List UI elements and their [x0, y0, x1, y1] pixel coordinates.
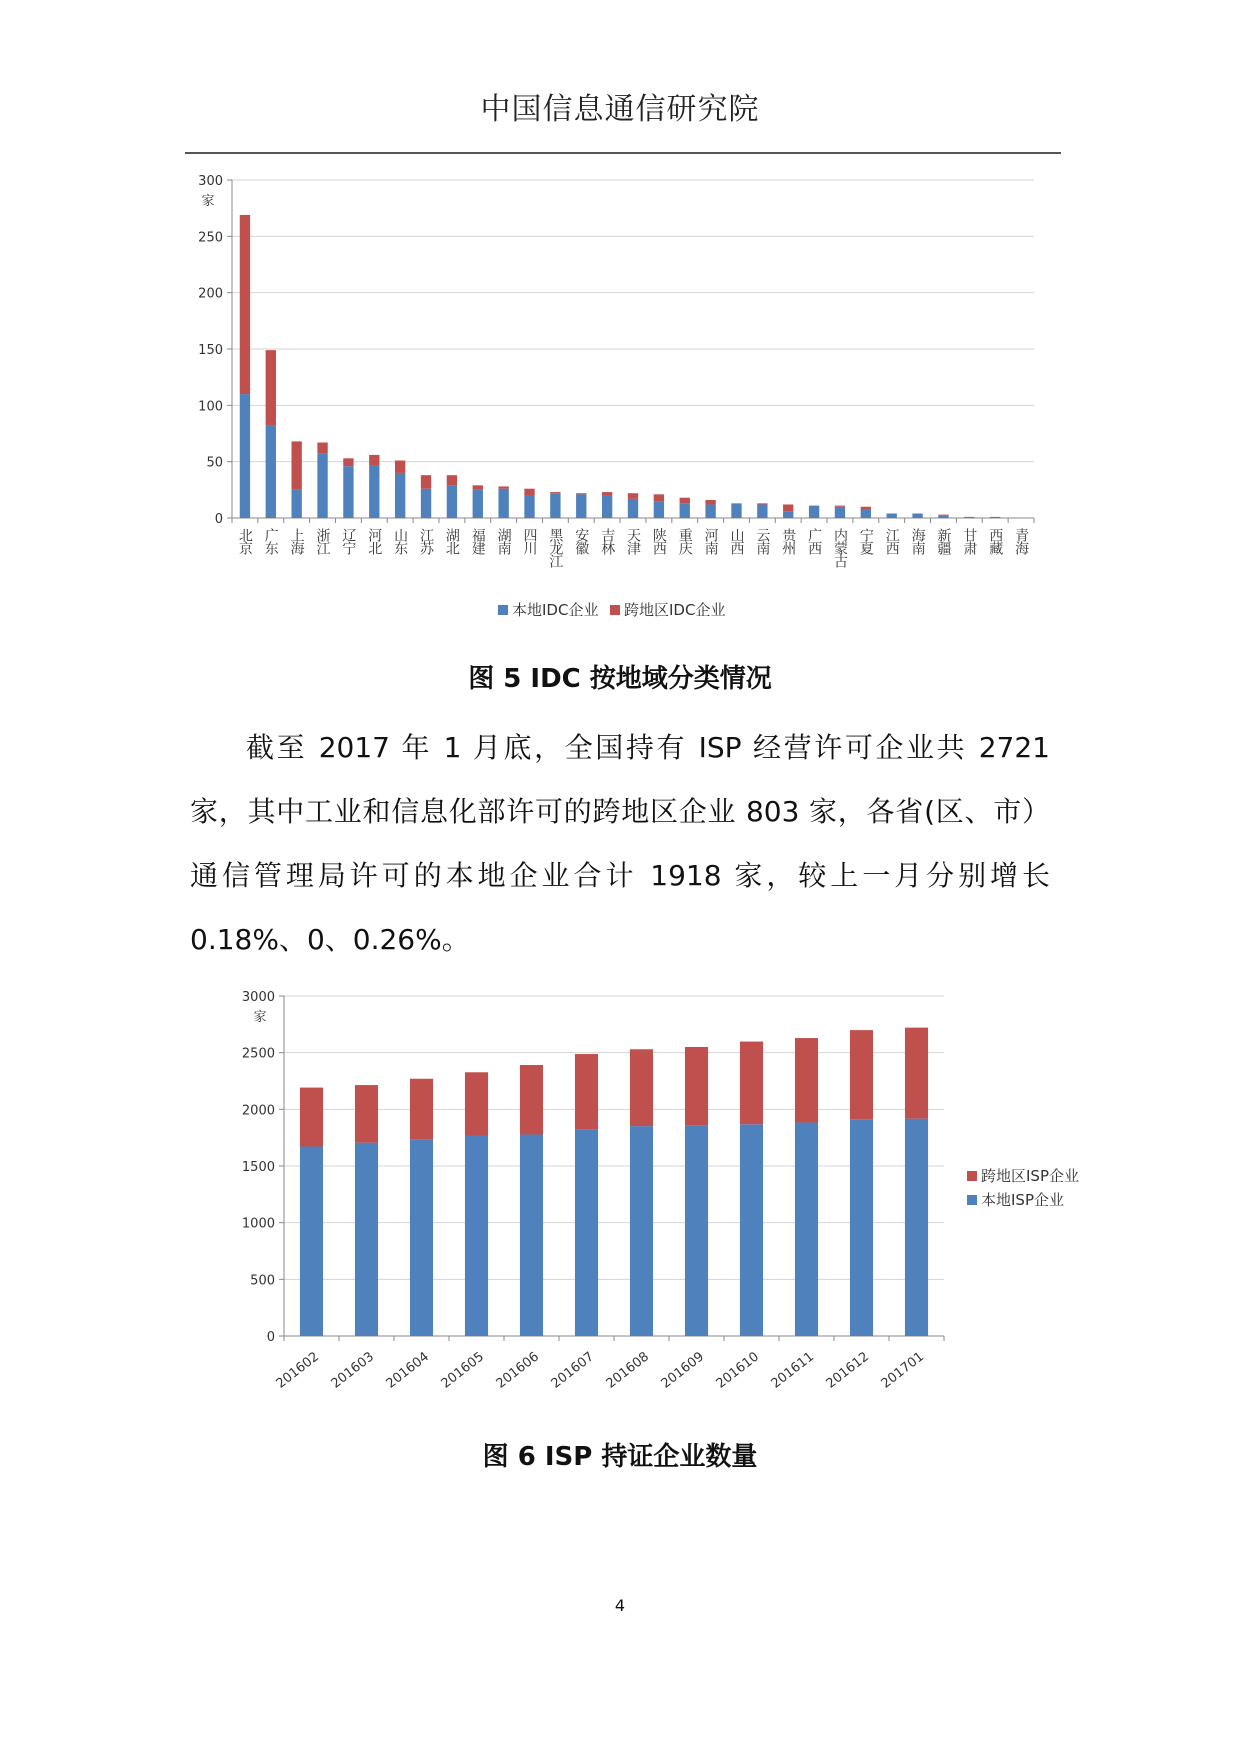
bar-segment-cross: [300, 1088, 323, 1147]
x-tick-label: 甘肃: [961, 528, 978, 554]
bar-segment-local: [809, 506, 819, 518]
bar-segment-local: [861, 509, 871, 518]
bar-segment-local: [421, 489, 431, 518]
x-tick-label: 西藏: [987, 528, 1004, 554]
x-tick-label: 河北: [366, 528, 383, 554]
bar-segment-cross: [447, 475, 457, 485]
y-tick-label: 50: [206, 455, 223, 471]
bar-segment-local: [628, 499, 638, 518]
bar-segment-local: [395, 473, 405, 518]
figure5-caption: 图 5 IDC 按地域分类情况: [468, 664, 772, 694]
chart1-unit-label: 家: [201, 194, 215, 209]
bar-segment-local: [447, 485, 457, 518]
chart2-y-tick-labels: [242, 990, 275, 1345]
x-tick-label: 上海: [288, 528, 305, 554]
x-tick-label: 安徽: [573, 528, 590, 554]
bar-segment-cross: [861, 507, 871, 509]
bar-segment-cross: [757, 503, 767, 504]
x-tick-label: 海南: [909, 528, 926, 554]
bar-segment-cross: [410, 1079, 433, 1140]
chart2-bars: [300, 1028, 928, 1336]
x-tick-label: 山西: [728, 528, 745, 554]
bar-segment-local: [240, 394, 250, 518]
x-tick-label: 青海: [1013, 528, 1030, 554]
page-header-title: 中国信息通信研究院: [480, 92, 760, 127]
y-tick-label: 0: [214, 512, 223, 527]
x-tick-label: 北京: [236, 528, 253, 554]
bar-segment-local: [410, 1139, 433, 1336]
x-tick-label: 201608: [603, 1349, 652, 1392]
bar-segment-cross: [602, 492, 612, 495]
x-tick-label: 新疆: [935, 528, 952, 554]
bar-segment-cross: [240, 215, 250, 394]
legend-label: 本地ISP企业: [981, 1191, 1064, 1209]
bar-segment-cross: [395, 461, 405, 473]
x-tick-label: 201612: [823, 1349, 872, 1392]
y-tick-label: 200: [198, 286, 223, 302]
x-tick-label: 内蒙古: [831, 528, 848, 567]
x-tick-label: 吉林: [599, 528, 616, 554]
bar-segment-local: [731, 503, 741, 518]
chart1-y-tick-labels: [198, 174, 223, 527]
bar-segment-local: [740, 1124, 763, 1336]
y-tick-label: 500: [250, 1273, 275, 1289]
page-number: 4: [614, 1596, 626, 1615]
bar-segment-local: [680, 503, 690, 518]
x-tick-label: 福建: [469, 528, 486, 554]
bar-segment-local: [964, 517, 974, 518]
bar-segment-local: [292, 490, 302, 518]
x-tick-label: 201606: [493, 1349, 542, 1392]
bar-segment-local: [300, 1147, 323, 1336]
chart2-x-tick-labels: [274, 1349, 927, 1391]
x-tick-label: 陕西: [650, 528, 667, 554]
bar-segment-local: [266, 426, 276, 518]
bar-segment-cross: [740, 1042, 763, 1125]
y-tick-label: 300: [198, 174, 223, 189]
y-tick-label: 150: [198, 343, 223, 358]
bar-segment-cross: [520, 1065, 543, 1134]
bar-segment-local: [795, 1122, 818, 1336]
x-tick-label: 黑龙江: [547, 528, 564, 567]
bar-segment-local: [850, 1119, 873, 1336]
x-tick-label: 201609: [658, 1349, 707, 1392]
x-tick-label: 宁夏: [857, 528, 874, 554]
chart2-gridlines: [279, 996, 944, 1341]
bar-segment-cross: [369, 455, 379, 465]
legend-swatch: [498, 605, 508, 615]
x-tick-label: 贵州: [780, 528, 797, 554]
bar-segment-local: [343, 466, 353, 518]
x-tick-label: 天津: [625, 528, 641, 554]
y-tick-label: 2500: [241, 1046, 275, 1062]
chart1-x-tick-labels: [237, 527, 1029, 568]
bar-segment-cross: [938, 515, 948, 516]
bar-segment-local: [498, 489, 508, 518]
bar-segment-local: [369, 465, 379, 518]
bar-segment-local: [550, 493, 560, 518]
x-tick-label: 广西: [806, 528, 823, 554]
bar-segment-cross: [498, 486, 508, 488]
x-tick-label: 辽宁: [340, 528, 357, 554]
bar-segment-local: [783, 511, 793, 518]
legend-swatch: [610, 605, 620, 615]
y-tick-label: 3000: [241, 990, 275, 1005]
x-tick-label: 浙江: [314, 528, 331, 554]
x-tick-label: 201602: [273, 1349, 322, 1392]
isp-count-chart: [0, 980, 1240, 1400]
bar-segment-local: [524, 495, 534, 518]
x-tick-label: 广东: [262, 528, 279, 554]
body-paragraph: 截至 2017 年 1 月底，全国持有 ISP 经营许可企业共 2721 家，其中工业和信息化部许可的跨地区企业 803 家，各省(区、市）通信管理局许可的本地企业合计 1918 家，较上一月分别增长 0.18%、0、0.26%。: [190, 731, 1050, 956]
bar-segment-local: [355, 1143, 378, 1336]
x-tick-label: 201610: [713, 1349, 762, 1392]
x-tick-label: 河南: [702, 528, 719, 554]
x-tick-label: 湖南: [495, 528, 512, 554]
x-tick-label: 江西: [883, 528, 900, 554]
figure6-caption: 图 6 ISP 持证企业数量: [482, 1442, 758, 1472]
chart1-bars: [240, 215, 1001, 518]
y-tick-label: 250: [198, 230, 223, 246]
legend-swatch: [967, 1195, 977, 1205]
bar-segment-local: [912, 513, 922, 518]
y-tick-label: 100: [198, 399, 223, 415]
bar-segment-local: [835, 507, 845, 518]
x-tick-label: 重庆: [676, 528, 693, 554]
bar-segment-local: [575, 1130, 598, 1336]
bar-segment-local: [520, 1134, 543, 1336]
y-tick-label: 0: [266, 1330, 275, 1345]
bar-segment-cross: [575, 1054, 598, 1130]
x-tick-label: 201604: [383, 1349, 432, 1392]
bar-segment-cross: [795, 1038, 818, 1122]
idc-region-chart: [0, 160, 1240, 630]
bar-segment-local: [705, 504, 715, 518]
bar-segment-cross: [630, 1049, 653, 1126]
bar-segment-local: [465, 1136, 488, 1336]
bar-segment-cross: [905, 1028, 928, 1119]
legend-label: 跨地区ISP企业: [981, 1167, 1079, 1185]
bar-segment-cross: [550, 492, 560, 493]
x-tick-label: 201605: [438, 1349, 487, 1392]
bar-segment-cross: [355, 1085, 378, 1143]
legend-label: 本地IDC企业: [512, 601, 599, 619]
bar-segment-local: [473, 490, 483, 518]
bar-segment-cross: [835, 506, 845, 507]
bar-segment-cross: [343, 458, 353, 466]
bar-segment-cross: [576, 493, 586, 494]
bar-segment-cross: [628, 493, 638, 499]
bar-segment-cross: [524, 489, 534, 496]
x-tick-label: 山东: [392, 528, 409, 554]
legend-label: 跨地区IDC企业: [624, 601, 726, 619]
x-tick-label: 201603: [328, 1349, 377, 1392]
bar-segment-cross: [685, 1047, 708, 1126]
bar-segment-local: [602, 495, 612, 518]
bar-segment-local: [757, 504, 767, 518]
x-tick-label: 四川: [521, 528, 538, 554]
bar-segment-local: [654, 501, 664, 518]
bar-segment-cross: [421, 475, 431, 489]
chart1-legend: [498, 601, 725, 619]
x-tick-label: 201611: [768, 1349, 817, 1392]
chart2-legend: [967, 1167, 1079, 1209]
y-tick-label: 1000: [241, 1216, 275, 1232]
x-tick-label: 云南: [754, 528, 771, 554]
chart2-unit-label: 家: [253, 1010, 267, 1025]
bar-segment-cross: [473, 485, 483, 490]
y-tick-label: 1500: [241, 1160, 275, 1175]
bar-segment-cross: [654, 494, 664, 501]
bar-segment-cross: [680, 498, 690, 504]
x-tick-label: 江苏: [418, 528, 435, 554]
bar-segment-cross: [465, 1072, 488, 1136]
bar-segment-local: [630, 1126, 653, 1336]
bar-segment-cross: [850, 1030, 873, 1119]
bar-segment-local: [576, 494, 586, 518]
bar-segment-cross: [317, 443, 327, 454]
legend-swatch: [967, 1171, 977, 1181]
bar-segment-cross: [705, 500, 715, 505]
bar-segment-local: [990, 517, 1000, 518]
bar-segment-local: [887, 513, 897, 518]
x-tick-label: 湖北: [443, 528, 460, 554]
bar-segment-cross: [783, 504, 793, 511]
y-tick-label: 2000: [241, 1103, 275, 1119]
header-divider: [185, 152, 1061, 154]
bar-segment-local: [938, 516, 948, 518]
x-tick-label: 201701: [878, 1349, 927, 1392]
x-tick-label: 201607: [548, 1349, 597, 1392]
bar-segment-local: [905, 1119, 928, 1336]
bar-segment-cross: [266, 350, 276, 425]
bar-segment-local: [685, 1126, 708, 1336]
bar-segment-local: [317, 454, 327, 518]
bar-segment-cross: [292, 441, 302, 489]
